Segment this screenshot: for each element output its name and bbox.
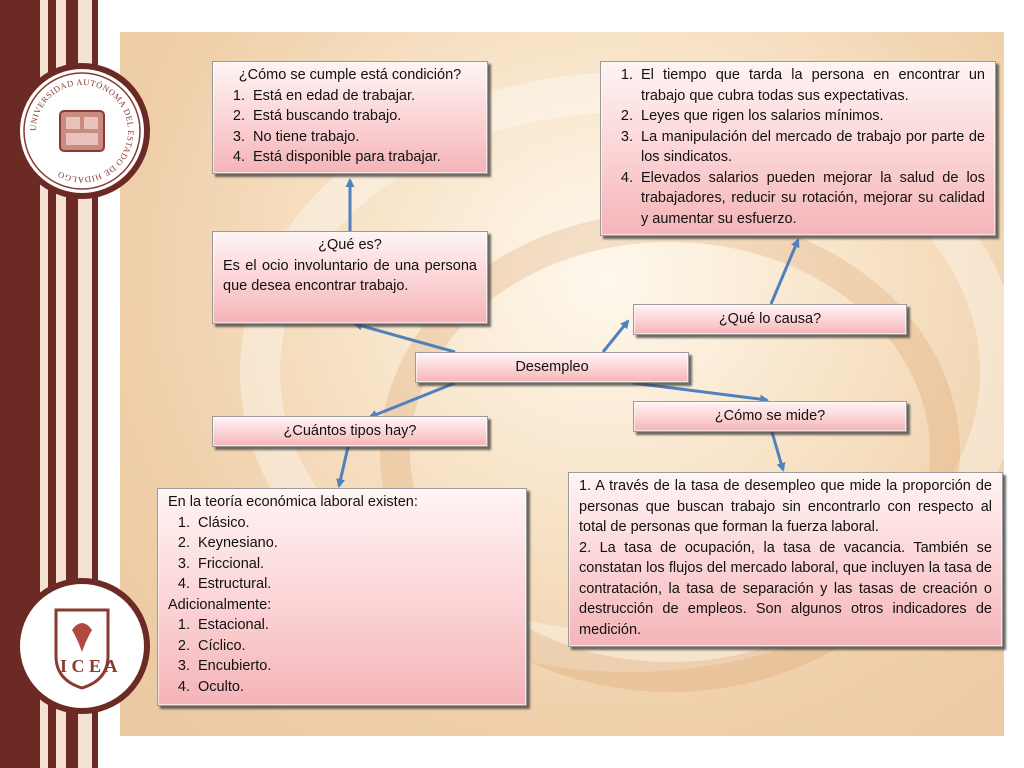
- list-item: 4. Elevados salarios pueden mejorar la salud de los trabajadores, reducir su rotación, mejorar su calidad y aumentar su esfuerzo.: [637, 168, 985, 230]
- que-es-text: Es el ocio involuntario de una persona que desea encontrar trabajo.: [223, 257, 477, 294]
- list-item: 2. Cíclico.: [194, 636, 516, 657]
- tipos-extra-label: Adicionalmente:: [168, 596, 272, 613]
- list-item: 2. Leyes que rigen los salarios mínimos.: [637, 106, 985, 127]
- mide-paragraph-2: 2. La tasa de ocupación, la tasa de vacancia. También se constatan los flujos del mercado laboral, que incluyen la tasa de contratación, la tasa de separación y las tasas de creación o destrucción de empleos. Son algunos otros indicadores de medición.: [579, 539, 992, 638]
- list-item: 1. Está en edad de trabajar.: [249, 86, 477, 107]
- university-seal-icon: [20, 69, 144, 193]
- mide-paragraph-1: 1. A través de la tasa de desempleo que mide la proporción de personas que buscan trabajo sin encontrarlo con respecto al total de personas que forman la fuerza laboral.: [579, 478, 992, 535]
- university-seal-logo: [14, 63, 150, 199]
- list-item: 1. El tiempo que tarda la persona en encontrar un trabajo que cubra todas sus expectativas.: [637, 65, 985, 106]
- condicion-box: [212, 61, 488, 174]
- list-item: 3. Friccional.: [194, 554, 516, 575]
- tipos-title-box: [212, 416, 488, 447]
- tipos-list: [168, 513, 516, 595]
- desempleo-node: [415, 352, 689, 383]
- list-item: 2. Keynesiano.: [194, 533, 516, 554]
- list-item: 4. Estructural.: [194, 574, 516, 595]
- list-item: 3. La manipulación del mercado de trabajo por parte de los sindicatos.: [637, 127, 985, 168]
- tipos-box: [157, 488, 527, 706]
- list-item: 1. Estacional.: [194, 615, 516, 636]
- que-es-box: [212, 231, 488, 324]
- list-item: 4. Está disponible para trabajar.: [249, 147, 477, 168]
- mide-title: ¿Cómo se mide?: [714, 408, 826, 425]
- causa-title-box: [633, 304, 907, 335]
- causa-list: [611, 65, 985, 229]
- tipos-extra-list: [168, 615, 516, 697]
- list-item: 3. No tiene trabajo.: [249, 127, 477, 148]
- list-item: 3. Encubierto.: [194, 656, 516, 677]
- seal-ring-text: UNIVERSIDAD AUTÓNOMA DEL ESTADO DE HIDALGO: [27, 76, 137, 186]
- mide-box: [568, 472, 1003, 647]
- list-item: 2. Está buscando trabajo.: [249, 106, 477, 127]
- icea-seal-icon: [20, 584, 144, 708]
- condicion-title: ¿Cómo se cumple está condición?: [238, 67, 462, 83]
- list-item: 4. Oculto.: [194, 677, 516, 698]
- causa-title: ¿Qué lo causa?: [718, 311, 822, 328]
- icea-seal-letters: I C E A: [60, 656, 118, 676]
- desempleo-label: Desempleo: [515, 359, 589, 376]
- icea-seal-logo: [14, 578, 150, 714]
- condicion-list: [223, 86, 477, 168]
- mide-title-box: [633, 401, 907, 432]
- causa-list-box: [600, 61, 996, 236]
- list-item: 1. Clásico.: [194, 513, 516, 534]
- tipos-intro: En la teoría económica laboral existen:: [168, 494, 418, 510]
- que-es-title: ¿Qué es?: [318, 237, 382, 253]
- tipos-title: ¿Cuántos tipos hay?: [283, 423, 417, 440]
